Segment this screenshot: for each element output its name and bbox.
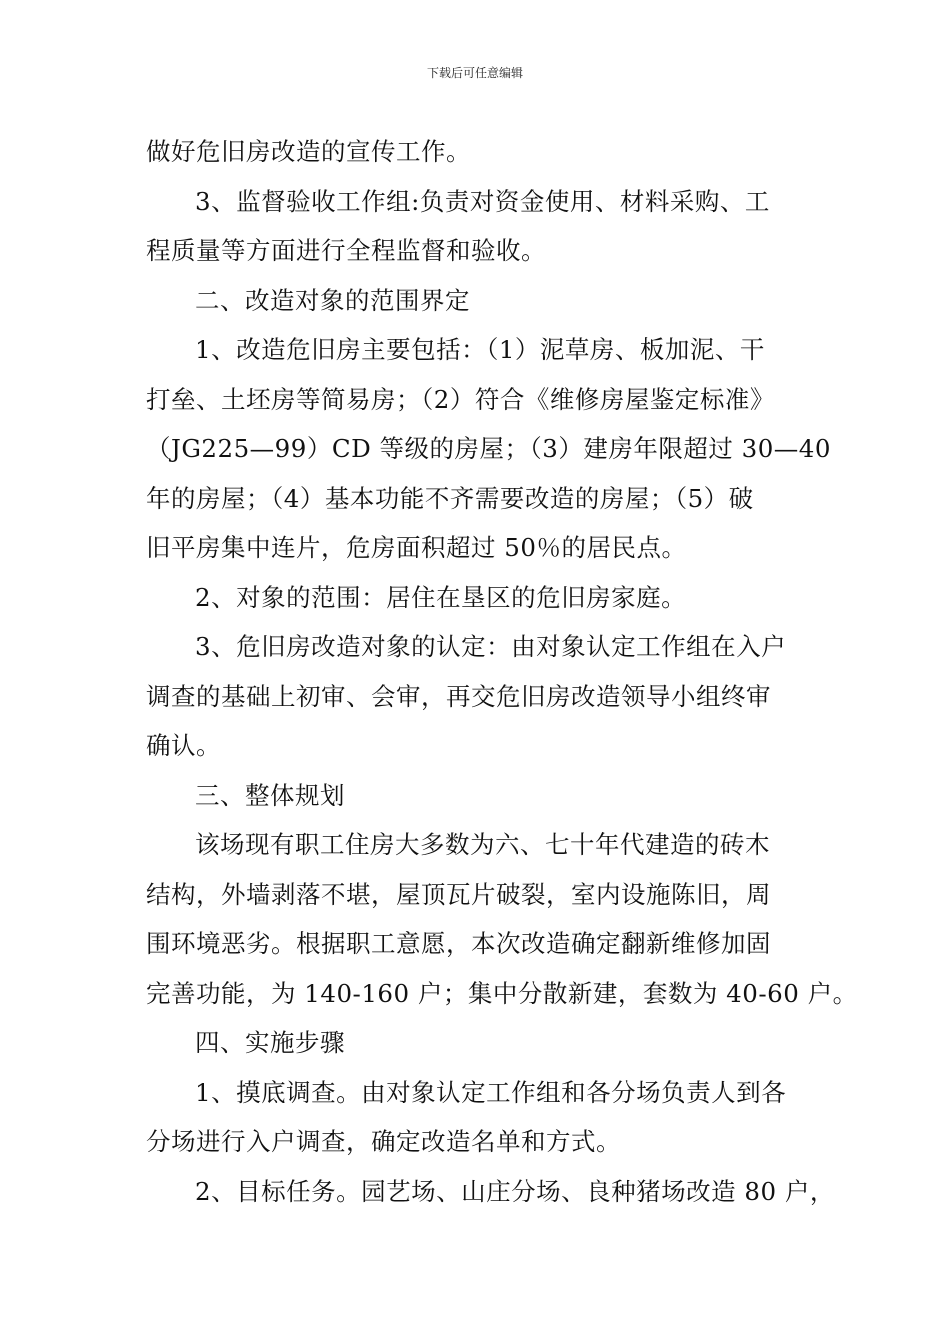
section-heading: 二、改造对象的范围界定 xyxy=(195,285,470,315)
paragraph-line: （JG225—99）CD 等级的房屋；（3）建房年限超过 30—40 xyxy=(146,434,831,463)
paragraph-line: 打垒、土坯房等简易房；（2）符合《维修房屋鉴定标准》 xyxy=(146,384,775,414)
paragraph-line: 该场现有职工住房大多数为六、七十年代建造的砖木 xyxy=(195,830,770,859)
paragraph-line: 2、目标任务。园艺场、山庄分场、良种猪场改造 80 户， xyxy=(195,1176,835,1206)
paragraph-line: 1、摸底调查。由对象认定工作组和各分场负责人到各 xyxy=(195,1077,787,1107)
section-heading: 四、实施步骤 xyxy=(195,1028,345,1057)
page-header: 下载后可任意编辑 xyxy=(426,66,523,80)
paragraph-line: 围环境恶劣。根据职工意愿，本次改造确定翻新维修加固 xyxy=(146,929,771,958)
paragraph-line: 做好危旧房改造的宣传工作。 xyxy=(146,137,471,166)
paragraph-line: 1、改造危旧房主要包括：（1）泥草房、板加泥、干 xyxy=(195,335,765,364)
paragraph-line: 完善功能，为 140-160 户；集中分散新建，套数为 40-60 户。 xyxy=(146,978,858,1008)
paragraph-line: 旧平房集中连片，危房面积超过 50％的居民点。 xyxy=(146,533,687,562)
paragraph-line: 3、监督验收工作组:负责对资金使用、材料采购、工 xyxy=(195,186,770,216)
paragraph-line: 调查的基础上初审、会审，再交危旧房改造领导小组终审 xyxy=(146,681,771,711)
paragraph-line: 2、对象的范围：居住在垦区的危旧房家庭。 xyxy=(195,582,687,612)
paragraph-line: 年的房屋；（4）基本功能不齐需要改造的房屋；（5）破 xyxy=(146,483,754,513)
section-heading: 三、整体规划 xyxy=(195,780,345,810)
paragraph-line: 确认。 xyxy=(146,731,221,760)
body-text xyxy=(146,127,858,1216)
paragraph-line: 结构，外墙剥落不堪，屋顶瓦片破裂，室内设施陈旧，周 xyxy=(146,879,771,909)
paragraph-line: 分场进行入户调查，确定改造名单和方式。 xyxy=(146,1127,621,1156)
paragraph-line: 程质量等方面进行全程监督和验收。 xyxy=(146,236,546,265)
paragraph-line: 3、危旧房改造对象的认定：由对象认定工作组在入户 xyxy=(195,632,787,661)
